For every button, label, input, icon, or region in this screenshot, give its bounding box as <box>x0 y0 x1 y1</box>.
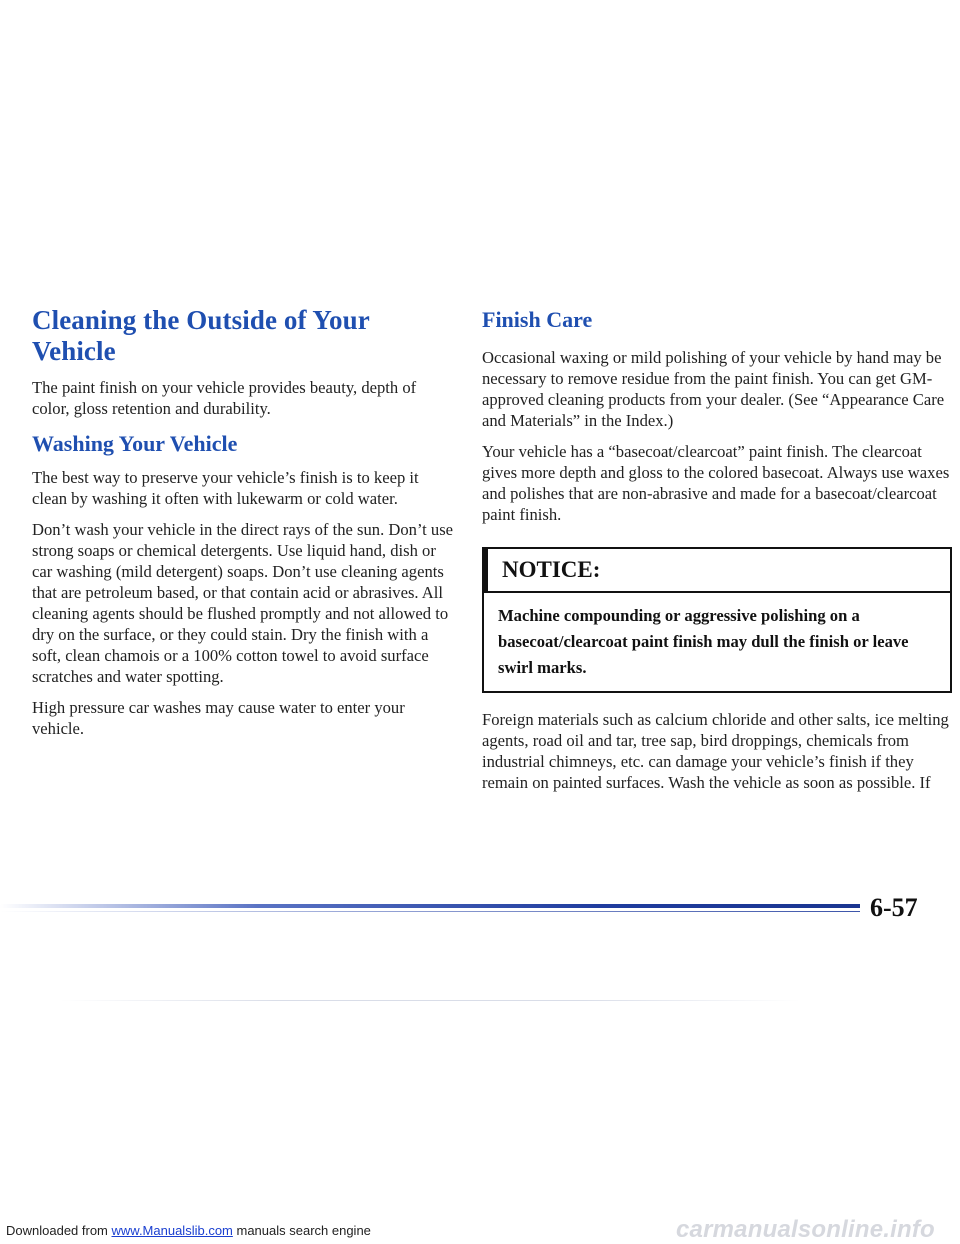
washing-paragraph-3: High pressure car washes may cause water to enter your vehicle. <box>32 698 405 738</box>
manualslib-link[interactable]: www.Manualslib.com <box>111 1223 233 1238</box>
right-column <box>482 305 952 803</box>
footer-rule-thin <box>0 911 860 912</box>
notice-box <box>482 547 952 693</box>
footer-rule <box>0 904 860 908</box>
download-watermark <box>6 1223 371 1238</box>
page-number: 6-57 <box>870 893 918 922</box>
finish-paragraph-1: Occasional waxing or mild polishing of your vehicle by hand may be necessary to remove residue from the paint finish. You can get GM-approved cleaning products from your dealer. (See “Appearance Care and Materials” in the Index.) <box>482 348 945 430</box>
finish-care-heading: Finish Care <box>482 307 593 332</box>
site-watermark: carmanualsonline.info <box>676 1216 935 1243</box>
intro-paragraph: The paint finish on your vehicle provides beauty, depth of color, gloss retention and durability. <box>32 378 417 418</box>
washing-paragraph-2: Don’t wash your vehicle in the direct rays of the sun. Don’t use strong soaps or chemical detergents. Use liquid hand, dish or car washing (mild detergent) soaps. Don’t use cleaning agents that are petroleum based, or that contain acid or abrasives. All cleaning agents should be flushed promptly and not allowed to dry on the surface, or they could stain. Dry the finish with a soft, clean chamois or a 100% cotton towel to avoid surface scratches and water spotting. <box>32 520 454 686</box>
notice-label: NOTICE: <box>484 549 950 593</box>
watermark-suffix: manuals search engine <box>232 1223 371 1238</box>
washing-heading: Washing Your Vehicle <box>32 431 238 456</box>
page-title: Cleaning the Outside of Your Vehicle <box>32 305 370 366</box>
washing-paragraph-1: The best way to preserve your vehicle’s finish is to keep it clean by washing it often with lukewarm or cold water. <box>32 468 419 508</box>
watermark-prefix: Downloaded from <box>6 1223 112 1238</box>
finish-paragraph-3: Foreign materials such as calcium chloride and other salts, ice melting agents, road oil and tar, tree sap, bird droppings, chemicals from industrial chimneys, etc. can damage your vehicle’s finish if they remain on painted surfaces. Wash the vehicle as soon as possible. If <box>482 710 949 792</box>
left-column <box>32 305 457 749</box>
finish-paragraph-2: Your vehicle has a “basecoat/clearcoat” paint finish. The clearcoat gives more depth and gloss to the colored basecoat. Always use waxes and polishes that are non-abrasive and made for a basecoat/clearcoat paint finish. <box>482 442 950 524</box>
scan-artifact-line <box>60 1000 800 1001</box>
notice-text: Machine compounding or aggressive polishing on a basecoat/clearcoat paint finish may dull the finish or leave swirl marks. <box>498 606 909 677</box>
